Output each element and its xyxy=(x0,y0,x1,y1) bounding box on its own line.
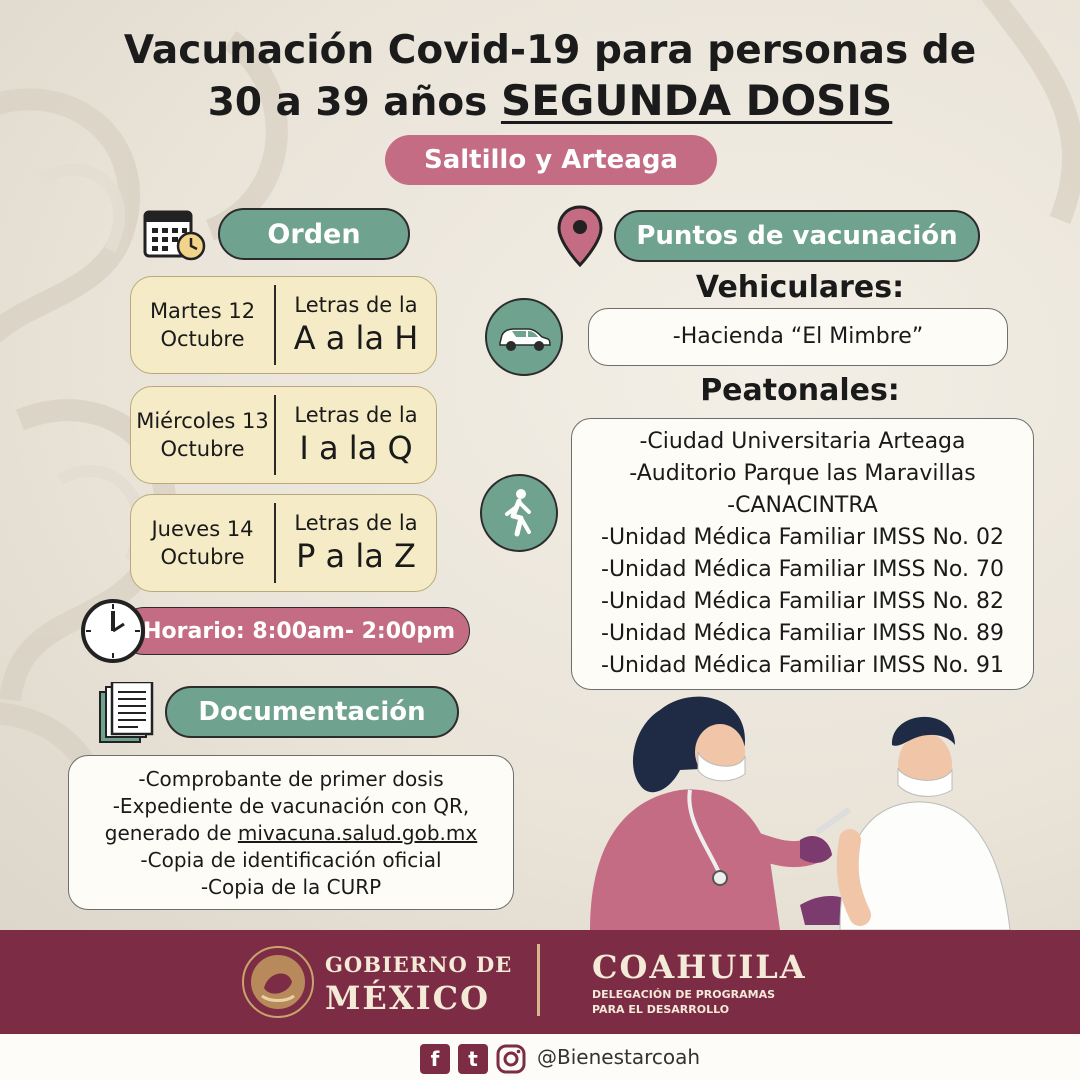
pedestrian-location-item: -Unidad Médica Familiar IMSS No. 89 xyxy=(601,621,1004,646)
schedule-letters xyxy=(276,293,436,357)
footer-bar xyxy=(0,930,1080,1034)
gobierno-line-1: GOBIERNO DE xyxy=(325,952,513,977)
schedule-month: Octubre xyxy=(160,327,245,351)
vaccination-illustration xyxy=(570,690,1030,930)
schedule-hours: Horario: 8:00am- 2:00pm xyxy=(143,618,455,644)
vaccination-website-link[interactable]: mivacuna.salud.gob.mx xyxy=(237,821,478,845)
puntos-label-pill xyxy=(614,210,980,262)
schedule-day: Martes 12 xyxy=(149,299,256,323)
doc-item-text: generado de xyxy=(104,821,238,845)
region-label: Saltillo y Arteaga xyxy=(424,145,678,175)
doc-item: -Copia de la CURP xyxy=(200,875,382,899)
pedestrian-location-item: -Ciudad Universitaria Arteaga xyxy=(639,429,966,454)
doc-item xyxy=(69,820,513,847)
schedule-card-3 xyxy=(130,494,437,592)
car-icon xyxy=(485,298,563,376)
letters-prefix: Letras de la xyxy=(294,511,418,535)
schedule-month: Octubre xyxy=(160,437,245,461)
pedestrian-icon xyxy=(480,474,558,552)
facebook-icon[interactable] xyxy=(420,1044,450,1074)
facebook-glyph: f xyxy=(430,1047,440,1071)
title-line-2 xyxy=(60,76,1040,128)
doc-item: -Comprobante de primer dosis xyxy=(138,767,444,791)
letters-range: A a la H xyxy=(293,319,419,357)
pedestrian-location-item: -Unidad Médica Familiar IMSS No. 70 xyxy=(601,557,1004,582)
letters-range: I a la Q xyxy=(299,429,413,467)
clock-icon xyxy=(80,598,146,664)
vehiculares-heading: Vehiculares: xyxy=(695,270,905,305)
pedestrian-locations xyxy=(571,418,1034,690)
schedule-card-2 xyxy=(130,386,437,484)
vehicular-locations xyxy=(588,308,1008,366)
schedule-date xyxy=(131,285,276,365)
location-pin-icon xyxy=(556,205,604,267)
schedule-month: Octubre xyxy=(160,545,245,569)
schedule-card-1 xyxy=(130,276,437,374)
letters-range: P a la Z xyxy=(296,537,416,575)
title-dose: SEGUNDA DOSIS xyxy=(500,76,893,125)
social-bar xyxy=(0,1034,1080,1080)
pedestrian-location-item: -Auditorio Parque las Maravillas xyxy=(629,461,976,486)
pedestrian-location-item: -Unidad Médica Familiar IMSS No. 02 xyxy=(601,525,1004,550)
instagram-icon[interactable] xyxy=(496,1044,526,1074)
doc-item: -Expediente de vacunación con QR, xyxy=(112,794,470,818)
gobierno-line-2: MÉXICO xyxy=(325,979,490,1017)
schedule-letters xyxy=(276,403,436,467)
orden-label: Orden xyxy=(267,218,361,250)
gobierno-logo-text xyxy=(325,952,512,1017)
letters-prefix: Letras de la xyxy=(294,293,418,317)
puntos-label: Puntos de vacunación xyxy=(636,221,958,251)
mexico-seal-icon xyxy=(240,944,316,1020)
schedule-letters xyxy=(276,511,436,575)
documentacion-label-pill xyxy=(165,686,459,738)
orden-label-pill xyxy=(218,208,410,260)
calendar-icon xyxy=(143,206,207,262)
letters-prefix: Letras de la xyxy=(294,403,418,427)
documentation-list xyxy=(68,755,514,910)
schedule-day: Jueves 14 xyxy=(151,517,254,541)
region-badge xyxy=(385,135,717,185)
schedule-day: Miércoles 13 xyxy=(136,409,269,433)
schedule-date xyxy=(131,395,276,475)
documentacion-label: Documentación xyxy=(198,697,426,727)
coahuila-subtitle-2: PARA EL DESARROLLO xyxy=(592,1003,730,1016)
coahuila-title: COAHUILA xyxy=(592,948,807,986)
page-title xyxy=(60,26,1040,128)
social-handle[interactable]: @Bienestarcoah xyxy=(537,1045,701,1069)
twitter-icon[interactable] xyxy=(458,1044,488,1074)
pedestrian-location-item: -Unidad Médica Familiar IMSS No. 82 xyxy=(601,589,1004,614)
coahuila-subtitle-1: DELEGACIÓN DE PROGRAMAS xyxy=(592,988,776,1001)
documents-icon xyxy=(98,682,154,746)
schedule-date xyxy=(131,503,276,583)
peatonales-heading: Peatonales: xyxy=(700,373,900,408)
vehicular-location-item: -Hacienda “El Mimbre” xyxy=(672,324,924,349)
coahuila-logo-text xyxy=(592,948,807,1016)
pedestrian-location-item: -Unidad Médica Familiar IMSS No. 91 xyxy=(601,653,1004,678)
footer-divider xyxy=(537,944,540,1016)
title-line-1: Vacunación Covid-19 para personas de xyxy=(123,28,977,73)
schedule-hours-pill xyxy=(120,607,470,655)
title-age-range: 30 a 39 años xyxy=(207,80,501,125)
pedestrian-location-item: -CANACINTRA xyxy=(727,493,878,518)
doc-item: -Copia de identificación oficial xyxy=(140,848,442,872)
twitter-glyph: t xyxy=(468,1047,478,1071)
